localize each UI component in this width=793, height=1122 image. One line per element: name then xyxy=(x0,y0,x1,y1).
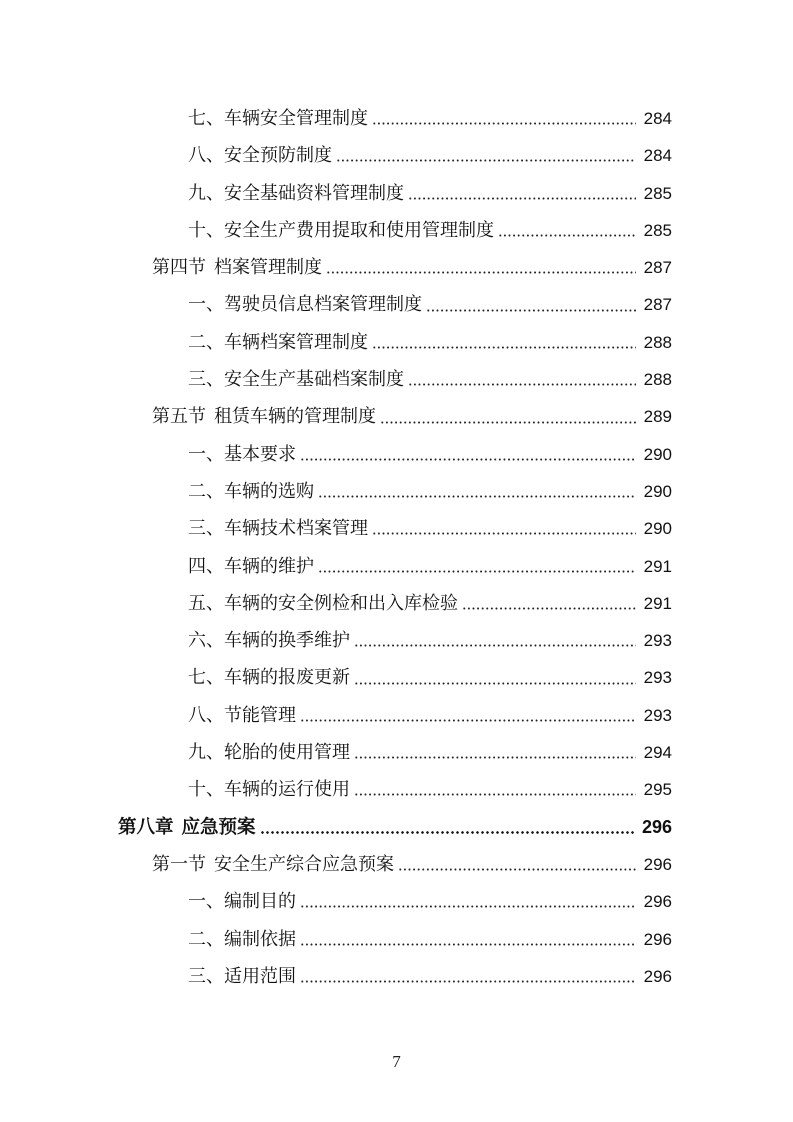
toc-entry-title xyxy=(188,100,372,137)
toc-entry-text: 车辆技术档案管理 xyxy=(224,518,368,540)
toc-entry-number: 一、 xyxy=(188,443,224,465)
toc-entry-page: 291 xyxy=(643,593,672,613)
toc-entry-text: 节能管理 xyxy=(224,704,296,726)
toc-entry-number: 十、 xyxy=(188,219,224,241)
toc-entry-number: 九、 xyxy=(188,742,224,764)
toc-entry-number: 二、 xyxy=(188,331,224,353)
toc-dot-leader xyxy=(300,905,636,908)
toc-entry-page: 288 xyxy=(643,332,672,352)
toc-entry-title xyxy=(188,958,300,995)
toc-entry-title xyxy=(188,137,336,174)
toc-entry-number: 三、 xyxy=(188,369,224,391)
toc-entry[interactable] xyxy=(0,100,793,137)
toc-entry-number: 六、 xyxy=(188,630,224,652)
toc-entry[interactable] xyxy=(0,734,793,771)
toc-entry-page: 296 xyxy=(643,892,672,912)
toc-entry-number: 九、 xyxy=(188,182,224,204)
toc-entry[interactable] xyxy=(0,659,793,696)
toc-entry-page: 290 xyxy=(643,444,672,464)
toc-entry[interactable] xyxy=(0,697,793,734)
toc-entry-number: 三、 xyxy=(188,965,224,987)
toc-dot-leader xyxy=(354,644,636,647)
toc-entry-title xyxy=(188,324,372,361)
toc-entry-number: 八、 xyxy=(188,704,224,726)
toc-entry-text: 驾驶员信息档案管理制度 xyxy=(224,294,422,316)
toc-entry-page: 287 xyxy=(643,258,672,278)
toc-entry-title xyxy=(152,846,398,883)
toc-dot-leader xyxy=(372,122,636,125)
toc-entry-page: 296 xyxy=(643,854,672,874)
toc-dot-leader xyxy=(318,495,636,498)
toc-dot-leader xyxy=(408,383,636,386)
toc-entry-number: 第八章 xyxy=(118,816,174,838)
toc-entry-page: 284 xyxy=(643,146,672,166)
toc-entry-text: 编制目的 xyxy=(224,891,296,913)
toc-dot-leader xyxy=(372,346,636,349)
toc-entry-number: 第一节 xyxy=(152,853,206,875)
toc-entry-text: 安全预防制度 xyxy=(224,145,332,167)
toc-entry[interactable] xyxy=(0,137,793,174)
toc-entry-page: 284 xyxy=(643,109,672,128)
toc-dot-leader xyxy=(354,682,636,685)
toc-entry-title xyxy=(188,548,318,585)
toc-dot-leader xyxy=(300,458,636,461)
toc-entry-number: 二、 xyxy=(188,928,224,950)
toc-entry-page: 285 xyxy=(643,183,672,203)
toc-entry[interactable] xyxy=(0,398,793,435)
toc-entry-title xyxy=(188,921,300,958)
toc-entry-number: 第四节 xyxy=(152,257,206,279)
toc-entry-text: 档案管理制度 xyxy=(214,257,322,279)
toc-entry-page: 293 xyxy=(643,668,672,688)
toc-entry-text: 车辆的换季维护 xyxy=(224,630,350,652)
toc-entry[interactable] xyxy=(0,846,793,883)
toc-entry-number: 一、 xyxy=(188,891,224,913)
toc-entry-text: 应急预案 xyxy=(181,816,256,838)
toc-entry-number: 二、 xyxy=(188,480,224,502)
toc-entry[interactable] xyxy=(0,212,793,249)
toc-entry-text: 车辆的维护 xyxy=(224,555,314,577)
toc-entry[interactable] xyxy=(0,921,793,958)
toc-entry-title xyxy=(188,361,408,398)
toc-dot-leader xyxy=(300,943,636,946)
toc-dot-leader xyxy=(300,980,636,983)
toc-entry-number: 十、 xyxy=(188,779,224,801)
toc-entry-title xyxy=(152,398,380,435)
toc-entry-page: 293 xyxy=(643,631,672,651)
toc-entry-number: 五、 xyxy=(188,592,224,614)
toc-entry[interactable] xyxy=(0,249,793,286)
toc-entry[interactable] xyxy=(0,361,793,398)
toc-entry-page: 289 xyxy=(643,407,672,427)
toc-entry-text: 租赁车辆的管理制度 xyxy=(214,406,376,428)
toc-entry-page: 285 xyxy=(643,220,672,240)
toc-entry[interactable] xyxy=(0,548,793,585)
toc-entry-page: 291 xyxy=(643,556,672,576)
toc-entry-title xyxy=(188,175,408,212)
toc-dot-leader xyxy=(354,793,636,796)
toc-entry[interactable] xyxy=(0,958,793,995)
toc-dot-leader xyxy=(372,532,636,535)
toc-dot-leader xyxy=(408,197,636,200)
toc-entry[interactable] xyxy=(0,510,793,547)
toc-entry[interactable] xyxy=(0,771,793,808)
toc-entry-number: 七、 xyxy=(188,667,224,689)
toc-entry-text: 车辆的运行使用 xyxy=(224,779,350,801)
toc-entry-page: 295 xyxy=(643,780,672,800)
toc-entry-text: 安全生产费用提取和使用管理制度 xyxy=(224,219,494,241)
toc-entry-title xyxy=(188,436,300,473)
toc-dot-leader xyxy=(326,271,636,274)
toc-entry-number: 四、 xyxy=(188,555,224,577)
toc-entry-page: 294 xyxy=(643,743,672,763)
toc-dot-leader xyxy=(498,234,636,237)
toc-entry-number: 第五节 xyxy=(152,406,206,428)
toc-entry-page: 290 xyxy=(643,481,672,501)
page-number: 7 xyxy=(392,1052,401,1071)
toc-entry[interactable] xyxy=(0,622,793,659)
toc-entry-title xyxy=(188,585,462,622)
toc-entry-title xyxy=(188,473,318,510)
toc-dot-leader xyxy=(336,159,636,162)
toc-entry-text: 编制依据 xyxy=(224,928,296,950)
toc-entry-page: 296 xyxy=(641,816,672,837)
toc-dot-leader xyxy=(260,831,636,834)
toc-entry-text: 安全基础资料管理制度 xyxy=(224,182,404,204)
toc-entry-page: 296 xyxy=(643,929,672,949)
toc-entry-title xyxy=(188,212,498,249)
toc-entry-page: 287 xyxy=(643,295,672,315)
toc-entry-text: 基本要求 xyxy=(224,443,296,465)
toc-entry[interactable] xyxy=(0,324,793,361)
toc-entry-text: 车辆安全管理制度 xyxy=(224,108,368,129)
toc-entry-title xyxy=(118,809,260,846)
toc-entry-title xyxy=(188,883,300,920)
toc-entry-text: 适用范围 xyxy=(224,965,296,987)
toc-entry-page: 296 xyxy=(643,966,672,986)
toc-entry[interactable] xyxy=(0,473,793,510)
toc-entry[interactable] xyxy=(0,809,793,846)
toc-entry[interactable] xyxy=(0,585,793,622)
toc-entry-title xyxy=(188,697,300,734)
toc-entry-title xyxy=(188,659,354,696)
toc-entry-title xyxy=(188,734,354,771)
toc-entry-number: 八、 xyxy=(188,145,224,167)
toc-entry-text: 车辆的安全例检和出入库检验 xyxy=(224,592,458,614)
toc-entry-number: 三、 xyxy=(188,518,224,540)
toc-entry-page: 288 xyxy=(643,370,672,390)
toc-entry-title xyxy=(188,510,372,547)
toc-entry-text: 车辆的报废更新 xyxy=(224,667,350,689)
toc-dot-leader xyxy=(380,421,636,424)
toc-dot-leader xyxy=(398,868,636,871)
toc-dot-leader xyxy=(426,309,636,312)
toc-dot-leader xyxy=(318,570,636,573)
toc-entry-page: 293 xyxy=(643,705,672,725)
toc-entry-text: 车辆的选购 xyxy=(224,480,314,502)
toc-entry-text: 安全生产综合应急预案 xyxy=(214,853,394,875)
toc-entry-text: 安全生产基础档案制度 xyxy=(224,369,404,391)
toc-dot-leader xyxy=(462,607,636,610)
toc-entry[interactable] xyxy=(0,175,793,212)
toc-entry[interactable] xyxy=(0,883,793,920)
toc-entry-title xyxy=(152,249,326,286)
toc-entry-title xyxy=(188,771,354,808)
toc-entry[interactable] xyxy=(0,436,793,473)
table-of-contents xyxy=(0,100,793,995)
toc-entry-text: 车辆档案管理制度 xyxy=(224,331,368,353)
toc-entry-title xyxy=(188,286,426,323)
toc-entry-number: 一、 xyxy=(188,294,224,316)
toc-dot-leader xyxy=(300,719,636,722)
toc-dot-leader xyxy=(354,756,636,759)
toc-entry-text: 轮胎的使用管理 xyxy=(224,742,350,764)
toc-entry-page: 290 xyxy=(643,519,672,539)
toc-entry-title xyxy=(188,622,354,659)
toc-entry-number: 七、 xyxy=(188,108,224,129)
toc-entry[interactable] xyxy=(0,286,793,323)
